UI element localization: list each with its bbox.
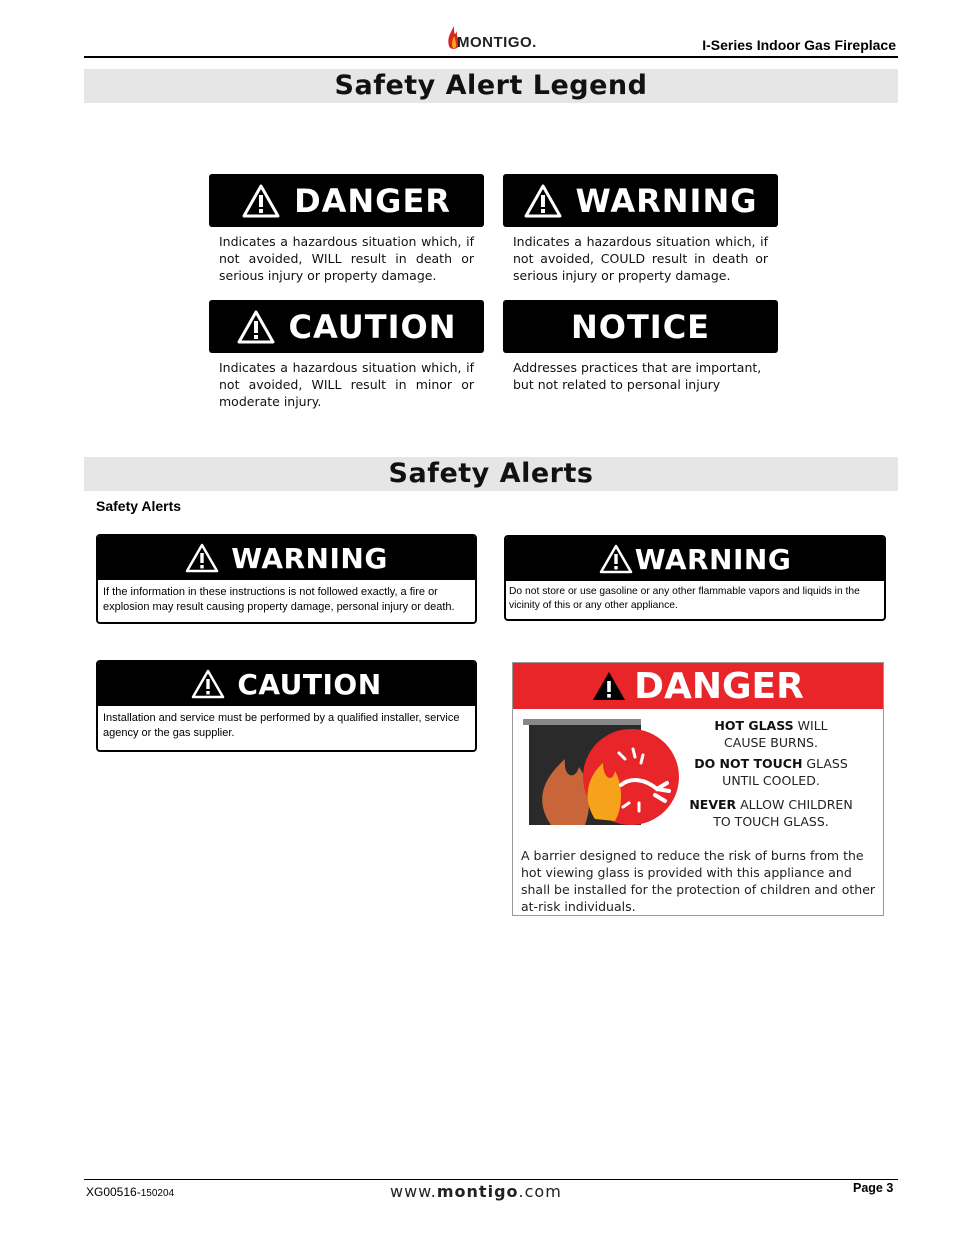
hot-glass-danger-label <box>512 662 884 916</box>
alert-triangle-icon <box>524 184 562 218</box>
signal-word: DANGER <box>634 665 804 707</box>
danger-line: DO NOT TOUCH GLASS <box>694 756 848 771</box>
warning-signal-header <box>98 536 475 580</box>
legend-warning <box>503 174 778 284</box>
header-divider <box>84 56 898 58</box>
danger-line: HOT GLASS WILL <box>714 718 828 733</box>
alert-warning-fire-explosion <box>96 534 477 624</box>
barrier-footnote: A barrier designed to reduce the risk of burns from the hot viewing glass is provided with this appliance and shall be installed for the protection of children and other at-risk individuals. <box>521 848 876 914</box>
legend-description: Indicates a hazardous situation which, if not avoided, WILL result in minor or moderate injury. <box>219 360 474 409</box>
signal-word: NOTICE <box>570 307 711 346</box>
alert-triangle-icon <box>237 310 275 344</box>
alert-triangle-icon <box>592 671 626 701</box>
signal-word: CAUTION <box>237 667 382 701</box>
alert-triangle-icon <box>599 544 633 574</box>
document-title: I-Series Indoor Gas Fireplace <box>702 37 896 53</box>
alert-text: Installation and service must be performed by a qualified installer, service agency or the gas supplier. <box>103 712 460 739</box>
section-heading-legend: Safety Alert Legend <box>84 69 898 103</box>
caution-signal-header <box>209 300 484 353</box>
document-date: 150204 <box>140 1188 175 1199</box>
signal-word: WARNING <box>231 541 388 575</box>
section-heading-alerts: Safety Alerts <box>84 457 898 491</box>
danger-line: CAUSE BURNS. <box>724 735 818 750</box>
danger-signal-header <box>209 174 484 227</box>
legend-caution <box>209 300 484 410</box>
alert-text: If the information in these instructions is not followed exactly, a fire or explosion may result causing property damage, personal injury or death. <box>103 586 455 613</box>
warning-signal-header <box>506 537 884 581</box>
hot-glass-burn-pictogram <box>523 719 683 834</box>
caution-signal-header <box>98 662 475 706</box>
danger-line: UNTIL COOLED. <box>722 773 820 788</box>
signal-word: CAUTION <box>288 307 457 346</box>
danger-signal-header <box>513 663 883 709</box>
legend-description: Indicates a hazardous situation which, if not avoided, COULD result in death or serious injury or property damage. <box>513 234 768 283</box>
alert-triangle-icon <box>191 669 225 699</box>
alert-triangle-icon <box>242 184 280 218</box>
brand-name: MONTIGO. <box>457 34 537 51</box>
signal-word: WARNING <box>575 181 758 220</box>
legend-description: Indicates a hazardous situation which, if not avoided, WILL result in death or serious injury or property damage. <box>219 234 474 283</box>
signal-word: DANGER <box>294 181 451 220</box>
page-number: Page 3 <box>853 1181 894 1195</box>
document-code: XG00516-150204 <box>86 1185 175 1199</box>
signal-word: WARNING <box>634 542 792 576</box>
alert-caution-qualified-installer <box>96 660 477 752</box>
legend-notice <box>503 300 778 393</box>
alerts-subheading: Safety Alerts <box>96 498 182 514</box>
danger-line: NEVER ALLOW CHILDREN <box>689 797 853 812</box>
montigo-logo <box>447 26 539 54</box>
alert-warning-flammable-vapors <box>504 535 886 621</box>
notice-signal-header <box>503 300 778 353</box>
warning-signal-header <box>503 174 778 227</box>
website-url[interactable]: www.montigo.com <box>390 1182 562 1201</box>
footer-divider <box>84 1179 898 1180</box>
danger-line: TO TOUCH GLASS. <box>713 814 829 829</box>
legend-danger <box>209 174 484 284</box>
legend-description: Addresses practices that are important, but not related to personal injury <box>513 360 762 392</box>
alert-text: Do not store or use gasoline or any other flammable vapors and liquids in the vicinity of this or any other appliance. <box>509 586 860 611</box>
alert-triangle-icon <box>185 543 219 573</box>
